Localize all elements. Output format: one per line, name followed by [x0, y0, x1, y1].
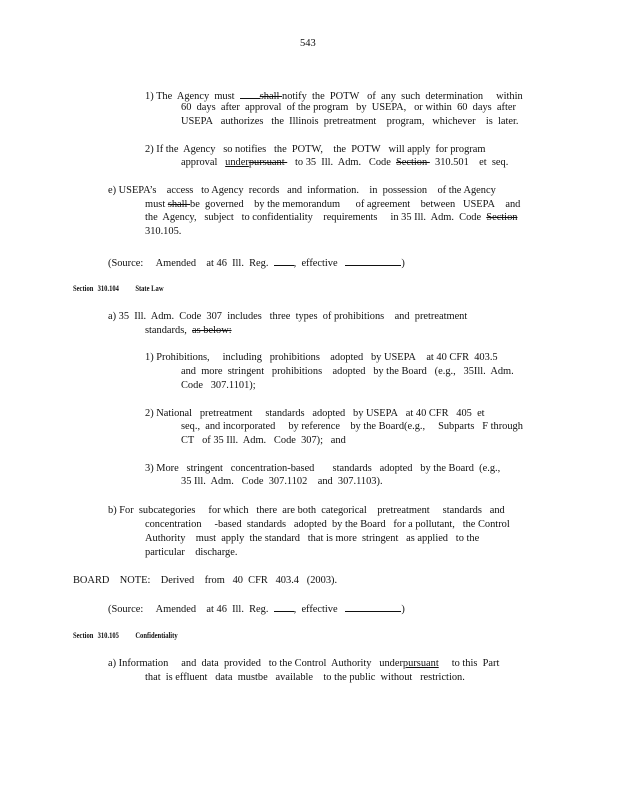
text-segment: BOARD NOTE: Derived from 40 CFR 403.4 (2003). — [73, 575, 338, 586]
section-label: Section — [73, 631, 94, 640]
text-segment: must — [145, 199, 168, 210]
text-segment: seq., and incorporated by reference by the Board(e.g., Subparts F through — [181, 421, 523, 432]
text-line — [181, 366, 514, 378]
text-line — [145, 325, 232, 337]
text-segment: concentration -based standards adopted by the Board for a pollutant, the Control — [145, 519, 510, 530]
text-segment: particular discharge. — [145, 547, 238, 558]
inserted-text: pursuant — [402, 658, 439, 669]
section-heading — [73, 631, 178, 640]
text-segment: 1) The Agency must — [145, 91, 240, 102]
text-segment: Code 307.1101); — [181, 380, 256, 391]
text-line — [145, 408, 485, 420]
text-segment: CT of 35 Ill. Adm. Code 307); and — [181, 435, 346, 446]
blank-line — [345, 602, 401, 612]
text-line — [181, 157, 508, 169]
text-segment: a) 35 Ill. Adm. Code 307 includes three types of prohibitions and pretreatment — [108, 311, 468, 322]
text-line — [181, 435, 346, 447]
blank-line — [240, 89, 260, 99]
struck-text: Section — [396, 157, 430, 168]
text-segment: approval — [181, 157, 226, 168]
blank-line — [345, 256, 401, 266]
text-line — [145, 463, 500, 475]
text-segment: (Source: Amended at 46 Ill. Reg. — [108, 258, 274, 269]
inserted-text: under — [225, 157, 249, 168]
text-segment: 3) More stringent concentration-based standards adopted by the Board (e.g., — [145, 463, 501, 474]
text-segment: that is effluent data mustbe available to the public without restriction. — [145, 672, 465, 683]
text-line — [181, 102, 516, 114]
struck-text: Section — [486, 212, 518, 223]
text-segment: 35 Ill. Adm. Code 307.1102 and 307.1103). — [181, 476, 383, 487]
text-line — [181, 116, 519, 128]
text-segment: and more stringent prohibitions adopted by the Board (e.g., 35Ill. Adm. — [181, 366, 514, 377]
text-segment: ) — [401, 604, 405, 615]
text-line — [108, 185, 496, 197]
struck-text: pursuant — [248, 157, 288, 168]
text-line — [145, 199, 520, 211]
text-segment: a) Information and data provided to the Control Authority under — [108, 658, 403, 669]
text-segment: , effective — [293, 604, 346, 615]
text-segment: USEPA authorizes the Illinois pretreatment program, whichever is later. — [181, 116, 519, 127]
text-line — [145, 547, 237, 559]
text-line — [145, 672, 465, 684]
section-title: State Law — [135, 284, 164, 293]
text-segment: Authority must apply the standard that is more stringent as applied to the — [145, 533, 480, 544]
struck-text: shall — [259, 91, 282, 102]
blank-line — [274, 256, 294, 266]
section-number: 310.104 — [97, 284, 119, 293]
struck-text: as below: — [192, 325, 232, 336]
source-note — [108, 602, 405, 616]
blank-line — [274, 602, 294, 612]
page-number: 543 — [300, 38, 316, 49]
text-line — [145, 212, 517, 224]
text-segment: b) For subcategories for which there are both categorical pretreatment standards and — [108, 505, 505, 516]
text-segment: notify the POTW of any such determination within — [282, 91, 523, 102]
text-line — [181, 421, 523, 433]
text-segment: e) USEPA’s access to Agency records and information. in possession of the Agency — [108, 185, 496, 196]
struck-text: shall — [167, 199, 191, 210]
text-line — [145, 144, 485, 156]
text-line — [145, 352, 498, 364]
text-line — [145, 519, 510, 531]
text-segment: , effective — [293, 258, 346, 269]
section-heading — [73, 284, 164, 293]
section-label: Section — [73, 284, 94, 293]
text-line — [181, 380, 256, 392]
text-line — [145, 226, 181, 238]
text-line — [108, 658, 499, 670]
text-segment: to 35 Ill. Adm. Code — [287, 157, 397, 168]
text-segment: to this Part — [438, 658, 500, 669]
text-line — [108, 505, 505, 517]
text-segment: (Source: Amended at 46 Ill. Reg. — [108, 604, 274, 615]
text-line — [108, 311, 467, 323]
text-segment: standards, — [145, 325, 193, 336]
text-segment: be governed by the memorandum of agreement between USEPA and — [190, 199, 521, 210]
text-segment: 2) National pretreatment standards adopted by USEPA at 40 CFR 405 et — [145, 408, 485, 419]
text-line — [181, 476, 383, 488]
section-number: 310.105 — [97, 631, 119, 640]
text-segment: 1) Prohibitions, including prohibitions adopted by USEPA at 40 CFR 403.5 — [145, 352, 498, 363]
text-segment: 60 days after approval of the program by USEPA, or within 60 days after — [181, 102, 516, 113]
text-segment: the Agency, subject to confidentiality requirements in 35 Ill. Adm. Code — [145, 212, 487, 223]
board-note — [73, 575, 337, 587]
source-note — [108, 256, 405, 270]
section-title: Confidentiality — [135, 631, 178, 640]
text-segment: ) — [401, 258, 405, 269]
text-segment: 310.105. — [145, 226, 182, 237]
text-segment: 310.501 et seq. — [429, 157, 509, 168]
text-line — [145, 533, 479, 545]
text-segment: 2) If the Agency so notifies the POTW, the POTW will apply for program — [145, 144, 486, 155]
text-line — [145, 89, 523, 103]
